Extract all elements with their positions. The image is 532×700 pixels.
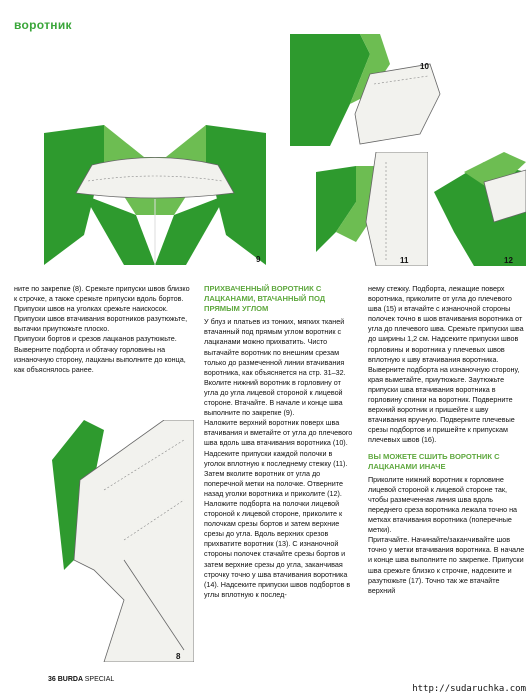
figure-9-illustration: [44, 95, 266, 265]
left-paragraph-2: Припуски бортов и срезов лацканов разутюжьте. Выверните подборта и обтачку горловины на изнаночную сторону, лацканы выполните до конца, как объяснялось ранее.: [14, 334, 186, 374]
source-watermark: http://sudaruchka.com: [412, 684, 526, 694]
figure-11-number: 11: [400, 256, 409, 265]
section-title: воротник: [14, 18, 72, 32]
left-paragraph-1: ните по закрепке (8). Срежьте припуски швов близко к строчке, а также срежьте припуски вдоль бортов. Припуски швов на уголках срежьте наискосок. Припуски швов втачивания воротников разутюжьте, вытачки приутюжьте плоско.: [14, 284, 190, 334]
figure-9-number: 9: [256, 255, 261, 264]
left-column-text: [14, 284, 194, 375]
figure-12-number: 12: [504, 256, 513, 265]
figure-12-illustration: [434, 152, 526, 266]
middle-paragraph-1: У блуз и платьев из тонких, мягких тканей втачанный под прямым углом воротник с лацканами можно прихватить. Чисто вытачайте воротник по внешним срезам только до размеченной линии втачивания воротника, как объясняется на стр. 31–32. Вколите нижний воротник в горловину от угла до угла лицевой стороной к лицевой стороне. Втачайте. В начале и конце шва выполните по закрепке (9).: [204, 317, 346, 418]
middle-subheading: ПРИХВАЧЕННЫЙ ВОРОТНИК С ЛАЦКАНАМИ, ВТАЧАННЫЙ ПОД ПРЯМЫМ УГЛОМ: [204, 284, 326, 314]
magazine-edition: SPECIAL: [84, 676, 115, 683]
figure-10-illustration: [290, 34, 450, 146]
right-paragraph-2: Приколите нижний воротник к горловине лицевой стороной к лицевой стороне так, чтобы размеченная линия шва вдоль переднего среза воротника лежала точно на метках втачивания воротника (поперечные метки).: [368, 474, 518, 535]
magazine-brand: BURDA: [57, 676, 83, 683]
right-paragraph-1: нему стежку. Подборта, лежащие поверх воротника, приколите от угла до плечевого шва (15) и втачайте с изнаночной стороны полочек точно в шов втачивания воротника от угла до плечевого шва. Срежьте припуски шва до ширины 1,2 см. Надсеките припуски швов горловины и воротника у плечевых швов вплотную к шву втачивания воротника. Выверните подборта на изнаночную сторону, края выметайте, приутюжьте. Заутюжьте припуски шва втачивания воротника в горловину спинки на воротник. Подверните верхний воротник и пришейте к шву втачивания вручную. Подверните плечевые срезы подбортов и пришейте к припускам плечевых швов (16).: [368, 284, 524, 445]
figure-8: [44, 420, 194, 662]
figure-10-number: 10: [420, 62, 429, 71]
right-paragraph-3: Притачайте. Начинайте/заканчивайте шов точно у метки втачивания воротника. В начале и конце шва выполните по закрепке. Припуски шва срежьте близко к строчке, надсеките и разутюжьте (17). Точно так же втачайте верхний: [368, 535, 525, 595]
figure-8-illustration: [44, 420, 194, 662]
page-number: 36: [48, 676, 56, 683]
right-column-text: [368, 284, 526, 596]
figure-11-illustration: [316, 152, 428, 266]
figure-9: [44, 95, 266, 265]
middle-paragraph-2: Наложите верхний воротник поверх шва втачивания и вметайте от угла до плечевого шва вдоль шва втачивания воротника (10). Надсеките припуски каждой полочки в уголок вплотную к последнему стежку (11). Затем вколите воротник от угла до поперечной метки на полочке. Отверните назад уголки воротника и приколите (12). Наложите подборта на полочки лицевой стороной к лицевой стороне, приколите к полочкам срезы бортов и затем верхние срезы до угла. Вдоль верхних срезов прихватите воротник (13). С изнаночной стороны полочек стачайте срезы бортов и затем верхние срезы до угла, заканчивая строчку точно у шва втачивания воротника (14). Надсеките припуски швов подбортов в углы вплотную к послед-: [204, 418, 353, 599]
figure-11: [316, 152, 428, 266]
right-subheading: ВЫ МОЖЕТЕ СШИТЬ ВОРОТНИК С ЛАЦКАНАМИ ИНАЧЕ: [368, 451, 500, 471]
figure-10: [290, 34, 450, 146]
figure-8-number: 8: [176, 652, 181, 661]
middle-column-text: [204, 284, 354, 600]
page-footer: [48, 676, 114, 683]
figure-12: [434, 152, 526, 266]
